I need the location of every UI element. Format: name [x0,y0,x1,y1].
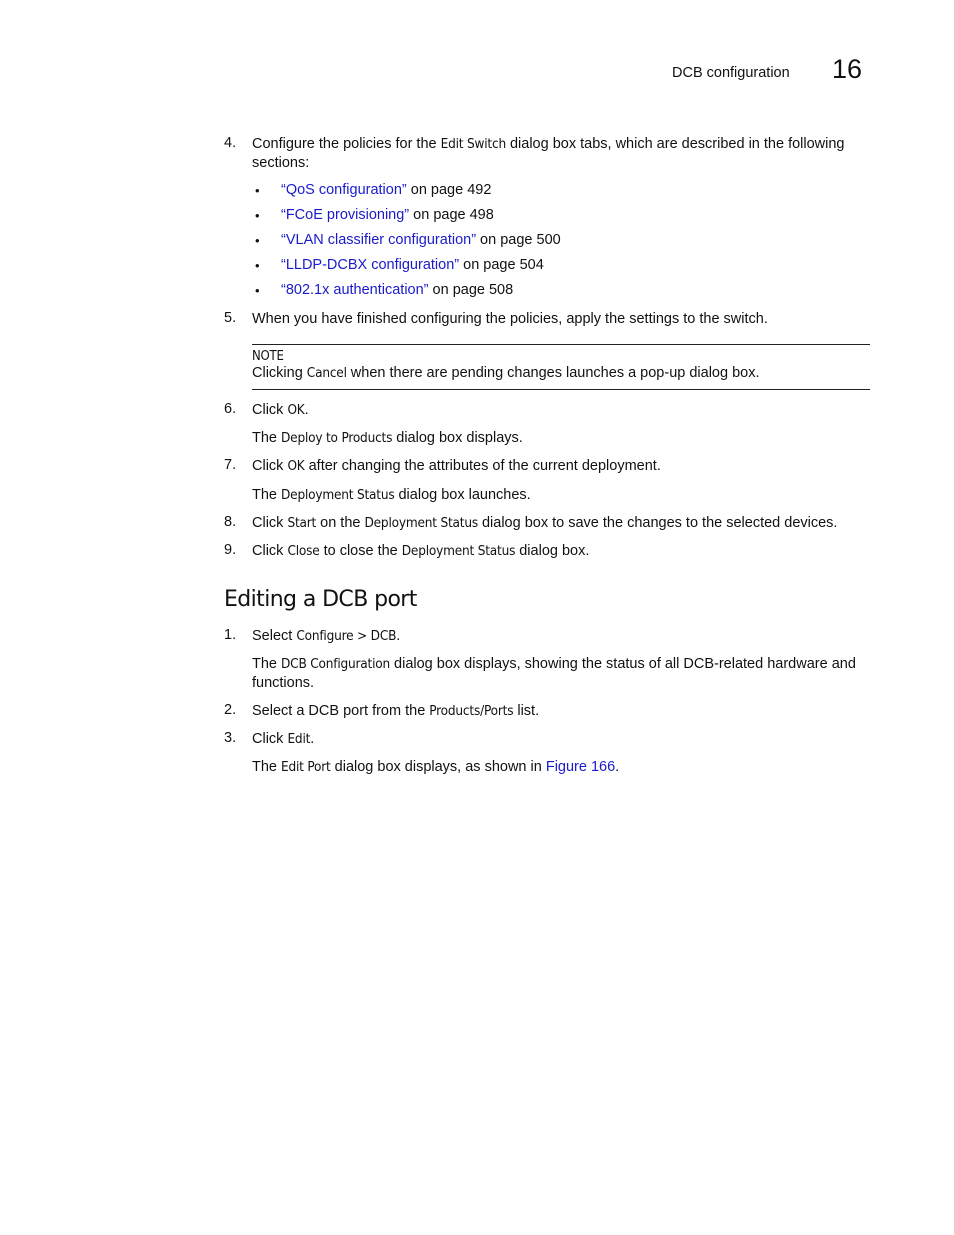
step-number: 5. [224,310,237,326]
bullet-icon: • [255,233,260,248]
text-run: Click [252,458,288,474]
step-text [252,542,872,561]
chapter-number: 16 [832,54,863,84]
step-number: 2. [224,702,237,718]
cross-reference-link[interactable]: “QoS configuration” [281,182,407,198]
ui-term: Close [287,543,320,559]
step-number: 6. [224,401,237,417]
bullet-icon: • [255,283,260,298]
step-number: 7. [224,457,237,473]
text-run: on page 498 [409,207,494,223]
step-text [252,135,872,173]
text-run: functions. [252,675,315,691]
list-item [281,232,561,248]
step-number: 1. [224,627,237,643]
text-run: on page 500 [476,232,561,248]
ui-term: Edit Port [281,759,331,775]
step-text: When you have finished configuring the policies, apply the settings to the switch. [252,311,768,327]
step-text [252,401,872,420]
text-run: dialog box launches. [394,487,531,503]
text-run: Click [252,402,288,418]
step-text [252,514,872,533]
text-run: Select a DCB port from the [252,703,430,719]
step-result [252,429,872,448]
figure-link[interactable]: Figure 166 [545,759,616,775]
text-run: on the [316,515,365,531]
text-run: dialog box displays, as shown in [330,759,546,775]
text-run: Click [252,543,288,559]
step-number: 4. [224,135,237,151]
ui-term: Start [287,515,317,531]
list-item [281,207,494,223]
bullet-icon: • [255,208,260,223]
ui-term: DCB Configuration [281,656,391,672]
ui-term: Products/Ports [429,703,514,719]
text-run: dialog box tabs, which are described in the following [505,136,845,152]
ui-term: Edit [287,731,311,747]
cross-reference-link[interactable]: “FCoE provisioning” [281,207,410,223]
text-run: Select [252,628,297,644]
note-bottom-rule [252,389,870,390]
note-label: NOTE [252,349,284,364]
text-run: The [252,759,282,775]
text-run: Clicking [252,365,307,381]
step-number: 8. [224,514,237,530]
list-item [281,182,491,198]
text-run: on page 504 [459,257,544,273]
text-run: sections: [252,155,310,171]
ui-term: Edit Switch [440,136,506,152]
text-run: The [252,430,282,446]
ui-term: Configure > DCB [296,628,397,644]
step-text [252,730,872,749]
ui-term: Cancel [306,365,347,381]
note-text [252,364,872,383]
list-item [281,282,513,298]
text-run: The [252,487,282,503]
cross-reference-link[interactable]: “LLDP-DCBX configuration” [281,257,460,273]
text-run: Click [252,515,288,531]
text-run: after changing the attributes of the current deployment. [304,458,661,474]
bullet-icon: • [255,258,260,273]
ui-term: OK [287,402,305,418]
text-run: to close the [319,543,402,559]
text-run: dialog box displays, showing the status of all DCB-related hardware and [390,656,856,672]
text-run: on page 492 [406,182,492,198]
cross-reference-link[interactable]: “802.1x authentication” [281,282,429,298]
text-run: dialog box to save the changes to the selected devices. [477,515,838,531]
text-run: dialog box displays. [392,430,523,446]
step-number: 9. [224,542,237,558]
text-run: . [304,402,309,418]
step-number: 3. [224,730,237,746]
text-run: . [396,628,401,644]
text-run: . [310,731,315,747]
step-result [252,486,872,505]
note-top-rule [252,344,870,345]
step-text [252,457,872,476]
step-result [252,655,872,693]
ui-term: Deployment Status [281,487,395,503]
text-run: Click [252,731,288,747]
text-run: Configure the policies for the [252,136,441,152]
section-heading: Editing a DCB port [224,587,417,612]
ui-term: Deployment Status [401,543,516,559]
ui-term: Deployment Status [364,515,478,531]
cross-reference-link[interactable]: “VLAN classifier configuration” [281,232,477,248]
text-run: list. [513,703,540,719]
ui-term: OK [287,458,305,474]
text-run: on page 508 [428,282,514,298]
step-text [252,702,872,721]
step-result [252,758,872,777]
ui-term: Deploy to Products [281,430,393,446]
text-run: . [615,759,620,775]
bullet-icon: • [255,183,260,198]
text-run: The [252,656,282,672]
text-run: when there are pending changes launches a pop-up dialog box. [346,365,760,381]
step-text [252,627,872,646]
text-run: dialog box. [515,543,590,559]
running-header-section: DCB configuration [672,65,790,81]
list-item [281,257,544,273]
